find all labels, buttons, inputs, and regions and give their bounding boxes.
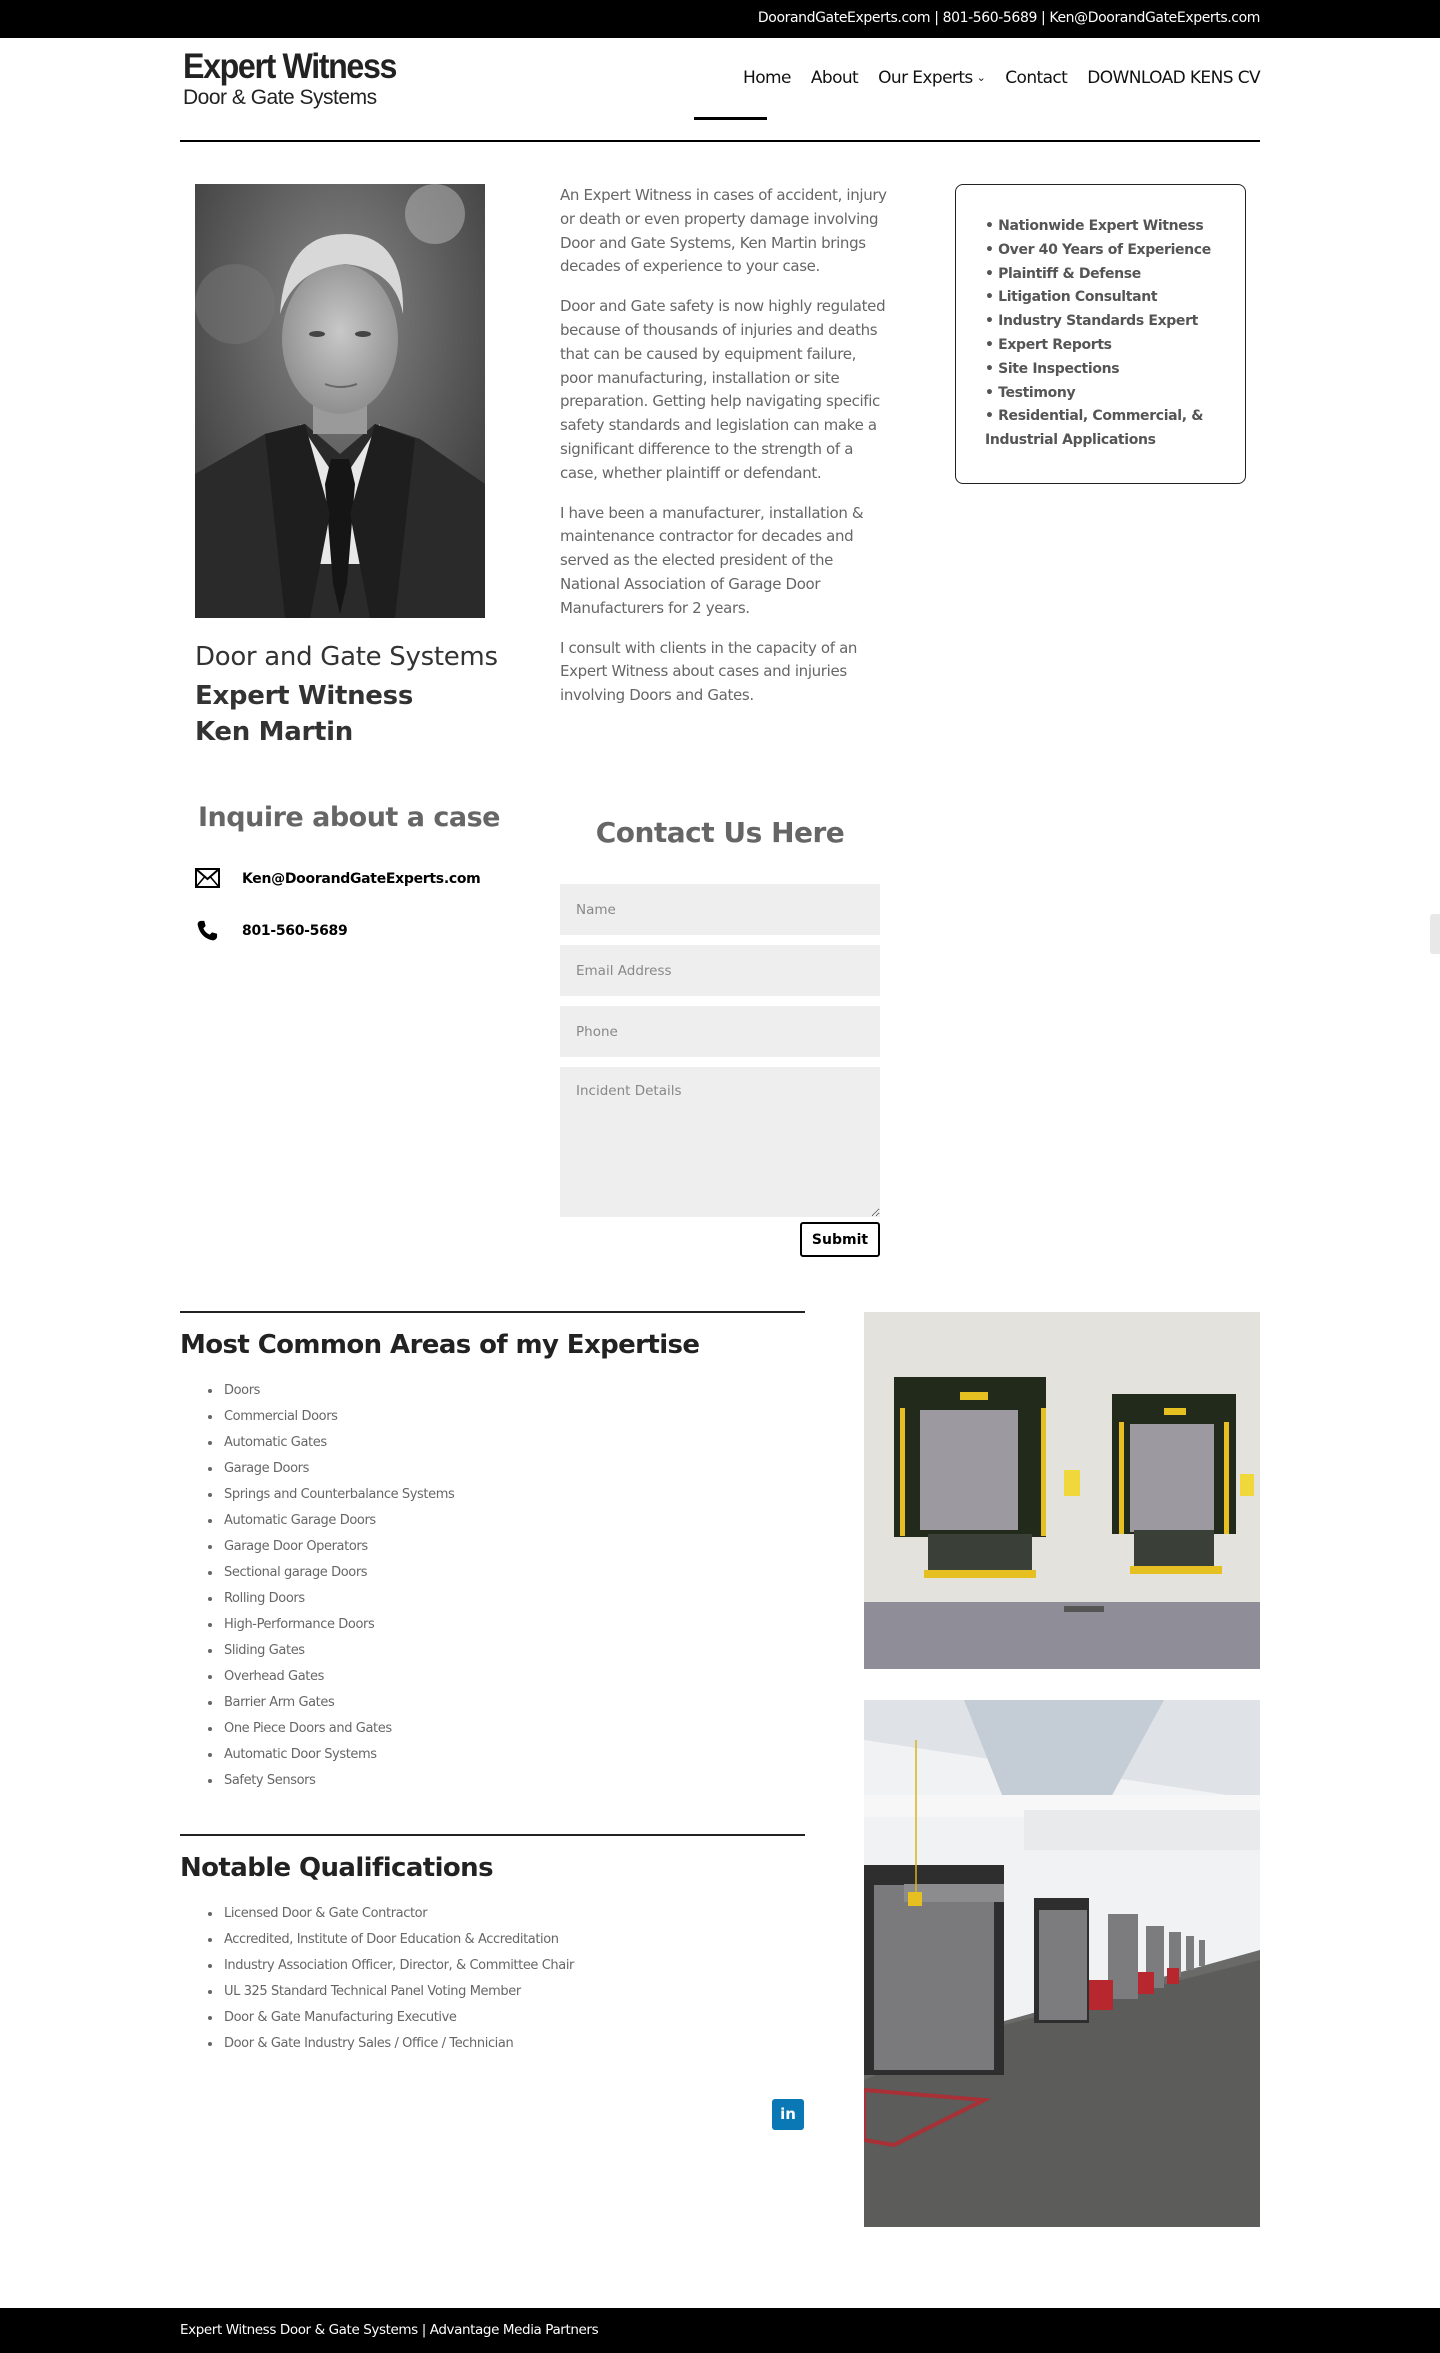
service-item: • Nationwide Expert Witness <box>985 218 1204 234</box>
service-item: • Testimony <box>985 384 1076 401</box>
logo-subtitle: Door & Gate Systems <box>183 86 377 109</box>
expertise-divider <box>180 1311 805 1313</box>
qualification-item: Accredited, Institute of Door Education & Accreditation <box>224 1927 574 1953</box>
intro-paragraph: I consult with clients in the capacity of an Expert Witness about cases and injuries involving Doors and Gates. <box>560 638 858 705</box>
profile-role: Expert Witness <box>195 681 413 711</box>
service-item: • Litigation Consultant <box>985 289 1158 306</box>
qualification-item: Door & Gate Manufacturing Executive <box>224 2005 574 2031</box>
expertise-item: Overhead Gates <box>224 1664 454 1690</box>
expertise-item: Automatic Garage Doors <box>224 1508 454 1534</box>
nav-about[interactable]: About <box>810 68 859 88</box>
nav-contact[interactable]: Contact <box>1005 68 1068 88</box>
phone-input[interactable] <box>560 1006 880 1057</box>
contact-form-title: Contact Us Here <box>595 816 845 849</box>
service-item: • Plaintiff & Defense <box>985 265 1141 282</box>
services-list <box>985 215 1245 453</box>
expertise-item: Springs and Counterbalance Systems <box>224 1482 454 1508</box>
linkedin-icon[interactable]: in <box>772 2099 804 2130</box>
intro-text <box>560 184 890 724</box>
top-bar-contact-info: DoorandGateExperts.com | 801-560-5689 | Ken@DoorandGateExperts.com <box>757 10 1260 26</box>
qualification-item: Industry Association Officer, Director, & Committee Chair <box>224 1953 574 1979</box>
main-nav <box>743 68 1260 88</box>
portrait-image <box>195 184 485 618</box>
qualifications-divider <box>180 1834 805 1836</box>
expertise-item: Barrier Arm Gates <box>224 1690 454 1716</box>
qualification-item: Door & Gate Industry Sales / Office / Technician <box>224 2031 574 2057</box>
footer <box>0 2308 1440 2353</box>
services-box <box>955 184 1246 484</box>
contact-email <box>195 868 480 890</box>
intro-paragraph: I have been a manufacturer, installation & maintenance contractor for decades and served as the elected president of the National Association of Garage Door Manufacturers for 2 years. <box>560 503 864 617</box>
header-divider <box>180 140 1260 142</box>
expertise-item: Sliding Gates <box>224 1638 454 1664</box>
expertise-item: Garage Doors <box>224 1456 454 1482</box>
envelope-icon <box>195 868 220 890</box>
expertise-item: One Piece Doors and Gates <box>224 1716 454 1742</box>
nav-home[interactable]: Home <box>743 68 791 88</box>
expertise-item: Sectional garage Doors <box>224 1560 454 1586</box>
inquire-heading: Inquire about a case <box>198 802 500 833</box>
expertise-item: Rolling Doors <box>224 1586 454 1612</box>
email-input[interactable] <box>560 945 880 996</box>
nav-our-experts-label: Our Experts <box>878 68 973 88</box>
intro-paragraph: Door and Gate safety is now highly regulated because of thousands of injuries and deaths that can be caused by equipment failure, poor manufacturing, installation or site preparation. Getting help navigating specific safety standards and legislation can make a significant difference to the strength of a case, whether plaintiff or defendant. <box>560 297 886 482</box>
expertise-item: Automatic Door Systems <box>224 1742 454 1768</box>
incident-details-input[interactable] <box>560 1067 880 1217</box>
expertise-item: Safety Sensors <box>224 1768 454 1794</box>
contact-phone <box>195 920 347 942</box>
nav-active-indicator <box>694 117 767 120</box>
expertise-heading: Most Common Areas of my Expertise <box>180 1330 700 1360</box>
site-logo[interactable] <box>183 48 415 110</box>
service-item: • Industry Standards Expert <box>985 313 1198 330</box>
phone-icon <box>195 920 220 942</box>
profile-name: Ken Martin <box>195 717 353 747</box>
service-item: • Expert Reports <box>985 336 1112 353</box>
profile-heading <box>195 644 498 750</box>
service-item: • Residential, Commercial, & Industrial Applications <box>985 408 1204 449</box>
expertise-item: High-Performance Doors <box>224 1612 454 1638</box>
qualifications-heading: Notable Qualifications <box>180 1853 493 1883</box>
footer-credits: Expert Witness Door & Gate Systems | Advantage Media Partners <box>180 2322 599 2338</box>
rolling-doors-photo <box>864 1700 1260 2227</box>
intro-paragraph: An Expert Witness in cases of accident, injury or death or even property damage involving Door and Gate Systems, Ken Martin brings decades of experience to your case. <box>560 186 887 276</box>
top-bar <box>0 0 1440 38</box>
chevron-down-icon: ⌄ <box>976 71 986 84</box>
expertise-item: Doors <box>224 1378 454 1404</box>
loading-dock-photo <box>864 1312 1260 1669</box>
side-scroll-tab[interactable] <box>1430 914 1440 954</box>
expertise-item: Garage Door Operators <box>224 1534 454 1560</box>
qualification-item: UL 325 Standard Technical Panel Voting Member <box>224 1979 574 2005</box>
nav-our-experts[interactable] <box>878 68 985 88</box>
logo-title: Expert Witness <box>183 47 397 86</box>
phone-link[interactable]: 801-560-5689 <box>242 923 348 939</box>
expertise-item: Automatic Gates <box>224 1430 454 1456</box>
qualifications-list <box>224 1901 574 2057</box>
service-item: • Site Inspections <box>985 360 1120 377</box>
service-item: • Over 40 Years of Experience <box>985 241 1211 258</box>
email-link[interactable]: Ken@DoorandGateExperts.com <box>242 871 481 887</box>
name-input[interactable] <box>560 884 880 935</box>
nav-download-cv[interactable]: DOWNLOAD KENS CV <box>1087 68 1260 88</box>
profile-subtitle: Door and Gate Systems <box>195 642 498 672</box>
submit-button[interactable]: Submit <box>800 1222 880 1257</box>
qualification-item: Licensed Door & Gate Contractor <box>224 1901 574 1927</box>
expertise-list <box>224 1378 454 1794</box>
expertise-item: Commercial Doors <box>224 1404 454 1430</box>
